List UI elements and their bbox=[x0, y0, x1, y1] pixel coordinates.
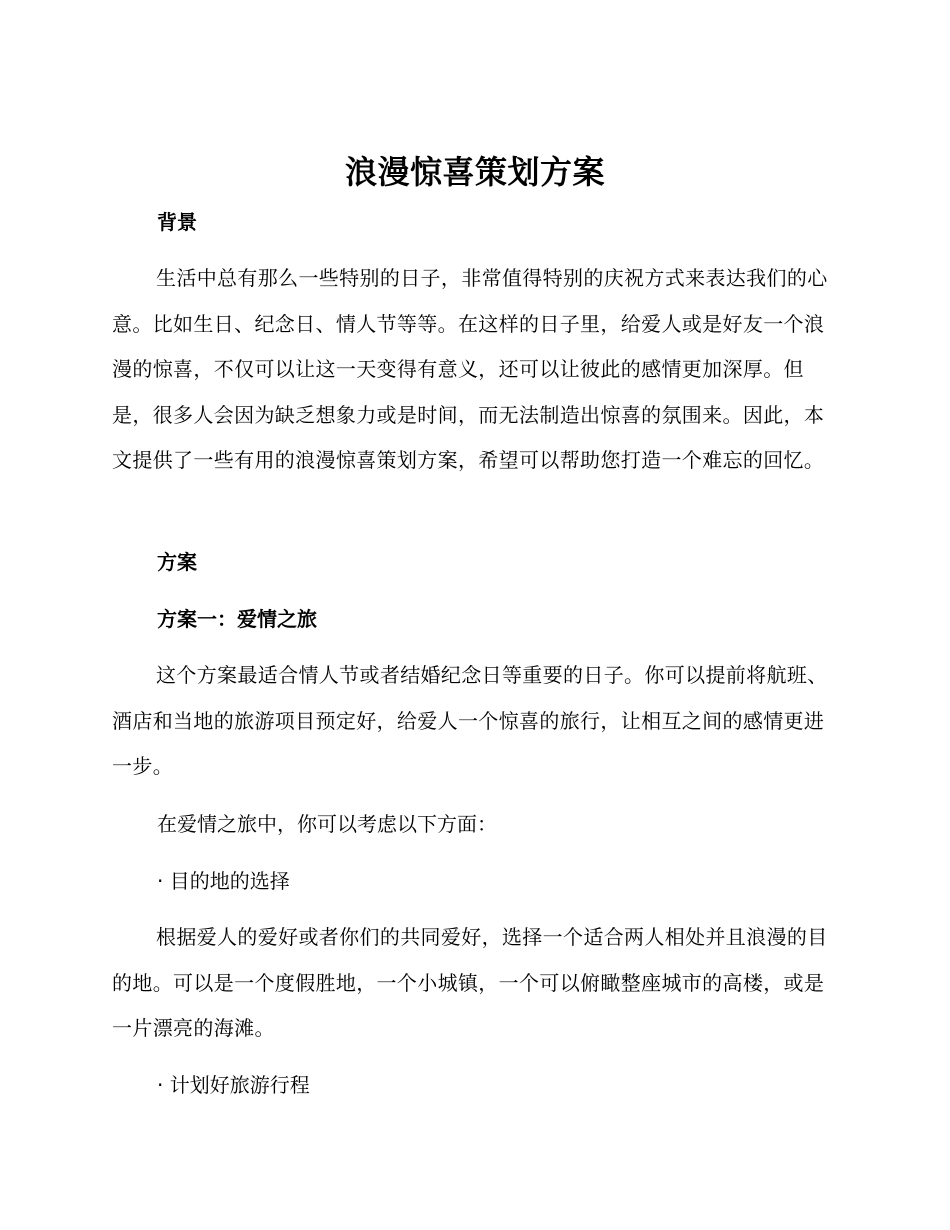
plan-one-heading: 方案一：爱情之旅 bbox=[157, 607, 317, 631]
bullet-itinerary: · 计划好旅游行程 bbox=[157, 1073, 310, 1097]
plan-one-paragraph: 这个方案最适合情人节或者结婚纪念日等重要的日子。你可以提前将航班、酒店和当地的旅游项目预定好，给爱人一个惊喜的旅行，让相互之间的感情更进一步。 bbox=[112, 663, 828, 778]
destination-paragraph: 根据爱人的爱好或者你们的共同爱好，选择一个适合两人相处并且浪漫的目的地。可以是一个度假胜地，一个小城镇，一个可以俯瞰整座城市的高楼，或是一片漂亮的海滩。 bbox=[112, 925, 828, 1040]
bullet-destination: · 目的地的选择 bbox=[157, 869, 290, 893]
background-paragraph: 生活中总有那么一些特别的日子，非常值得特别的庆祝方式来表达我们的心意。比如生日、纪念日、情人节等等。在这样的日子里，给爱人或是好友一个浪漫的惊喜，不仅可以让这一天变得有意义，还可以让彼此的感情更加深厚。但是，很多人会因为缺乏想象力或是时间，而无法制造出惊喜的氛围来。因此，本文提供了一些有用的浪漫惊喜策划方案，希望可以帮助您打造一个难忘的回忆。 bbox=[112, 266, 828, 472]
considerations-intro: 在爱情之旅中，你可以考虑以下方面： bbox=[157, 812, 497, 836]
section-heading-plans: 方案 bbox=[157, 550, 197, 574]
section-heading-background: 背景 bbox=[157, 210, 197, 234]
document-title: 浪漫惊喜策划方案 bbox=[344, 153, 605, 191]
